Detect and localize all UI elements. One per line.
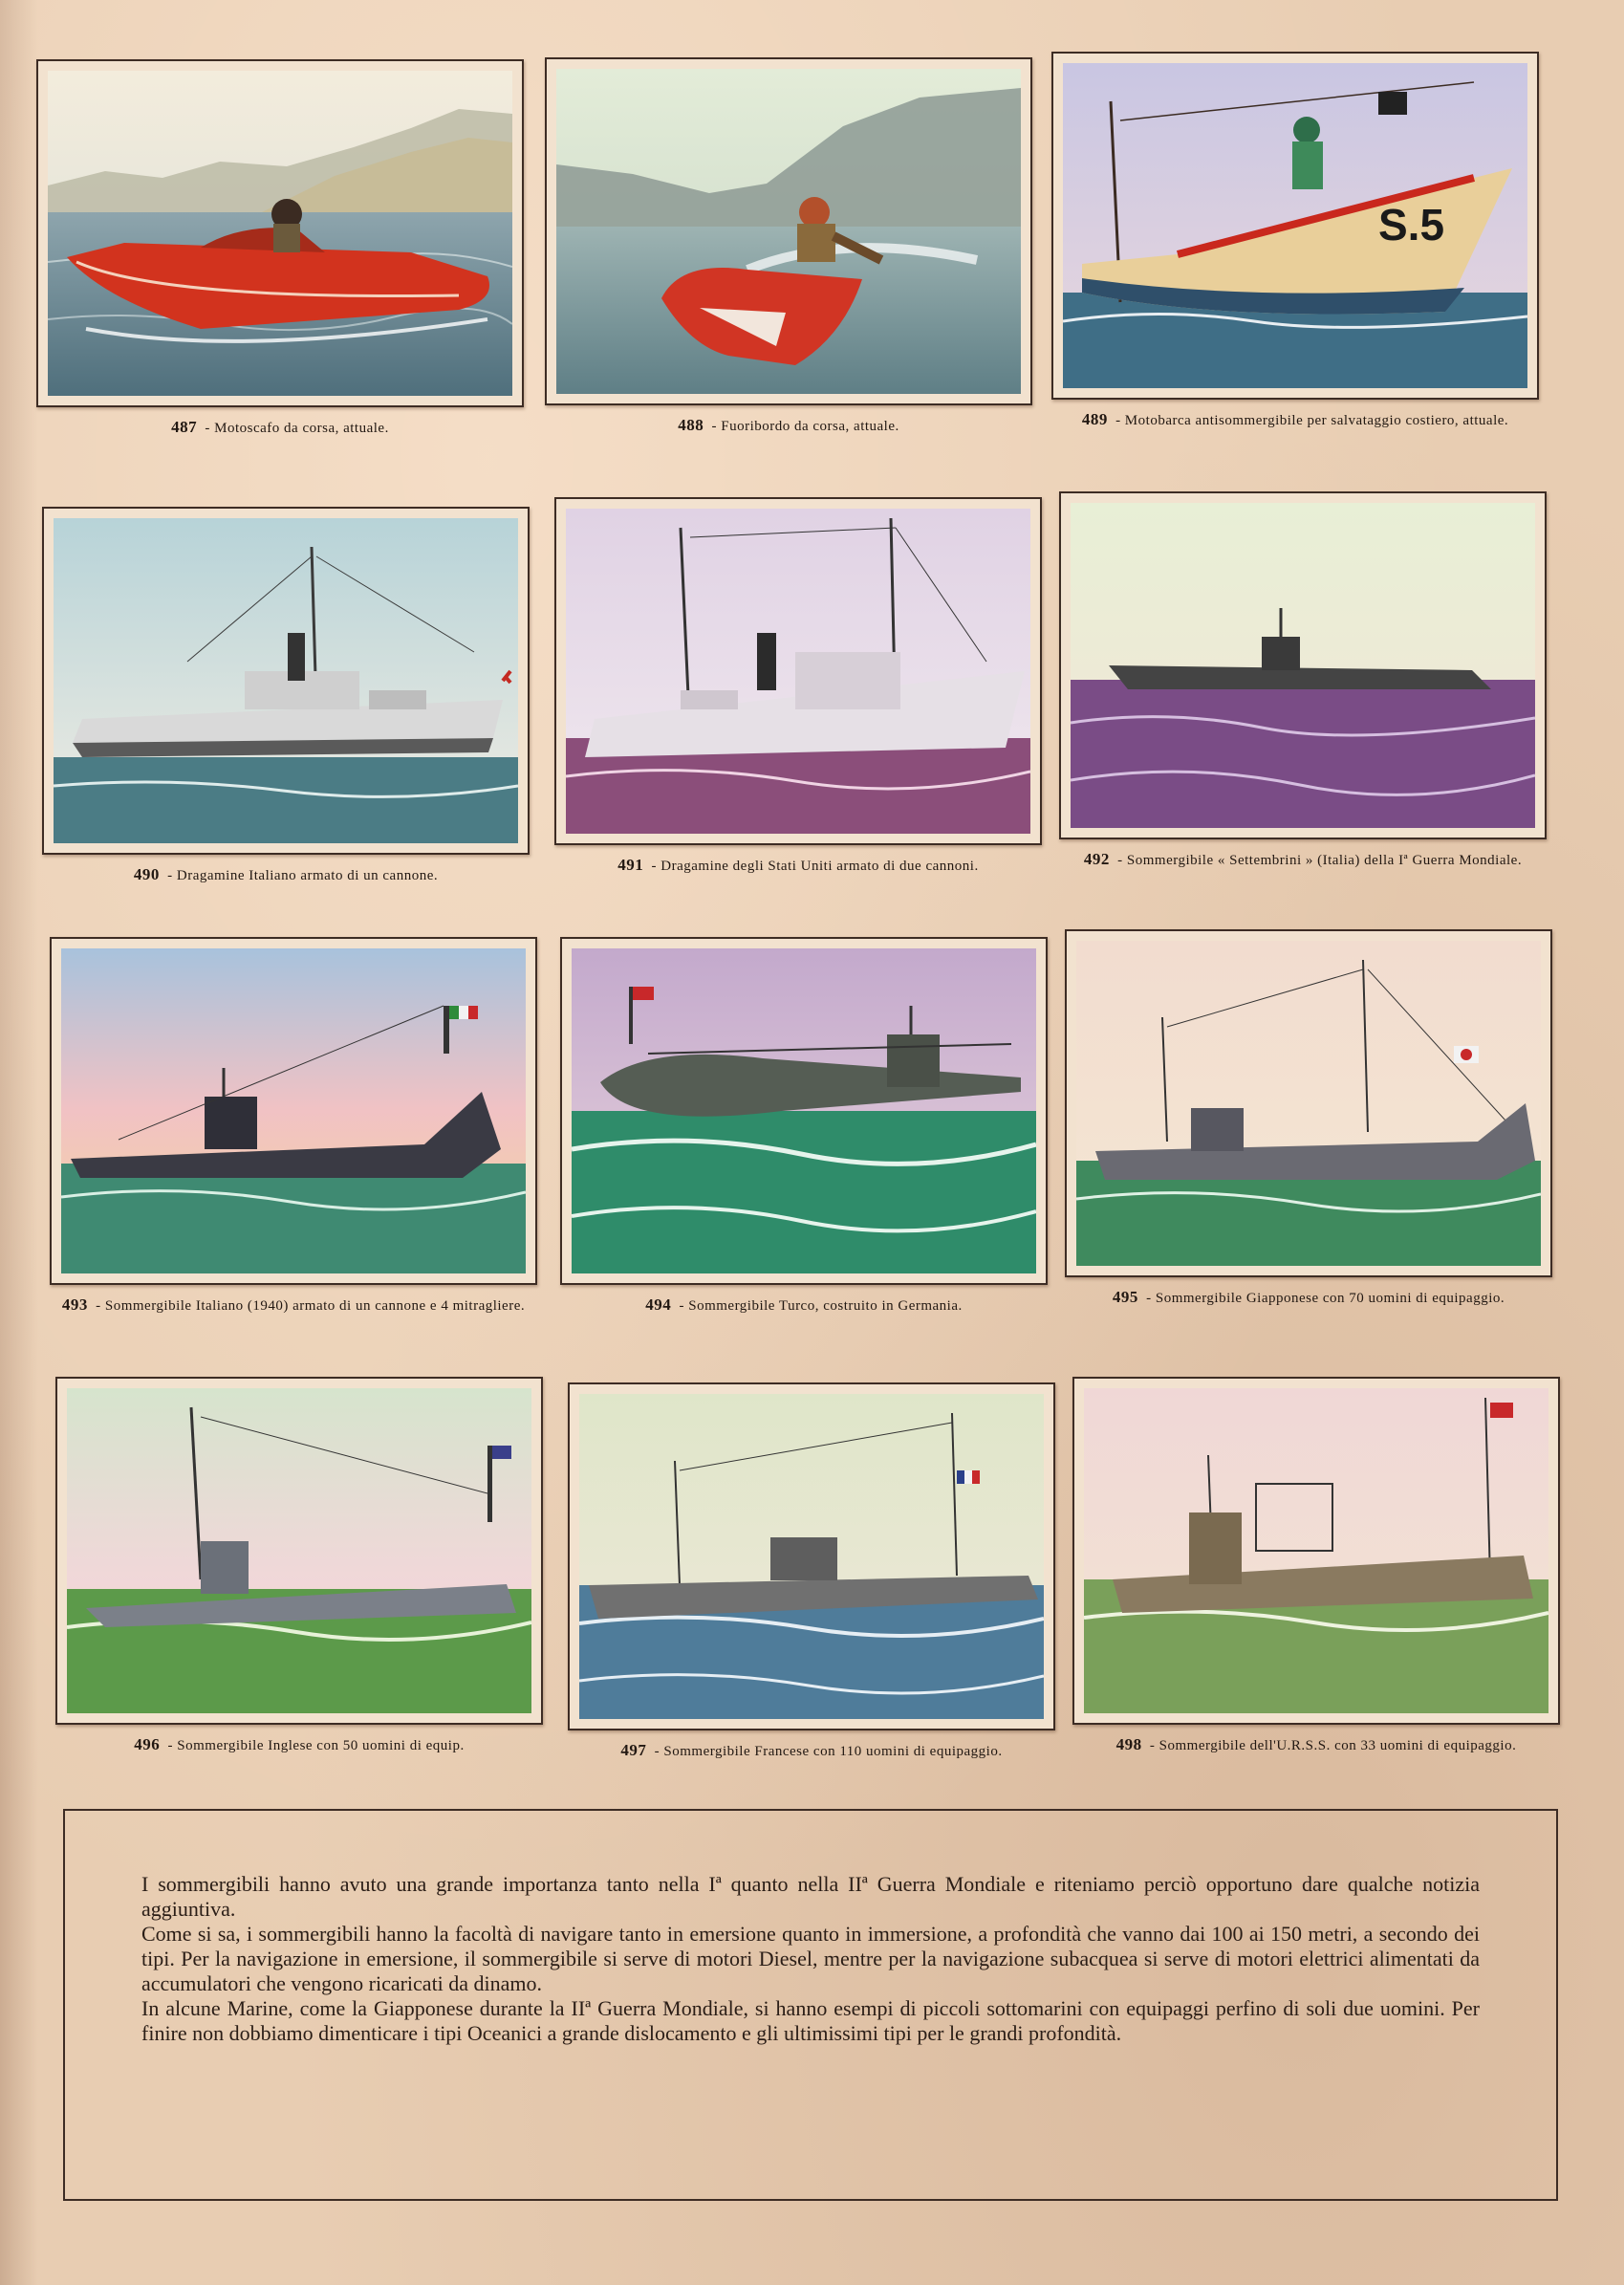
- card-frame: [560, 937, 1048, 1285]
- card-text: - Motobarca antisommergibile per salvataggio costiero, attuale.: [1115, 413, 1509, 428]
- submarine-japanese-illustration: [1076, 941, 1541, 1266]
- card-caption: [1065, 1289, 1552, 1307]
- racing-outboard-illustration: [556, 69, 1021, 394]
- info-text: [141, 1872, 1480, 2046]
- card-text: - Sommergibile Inglese con 50 uomini di equip.: [167, 1738, 465, 1753]
- submarine-ussr-illustration: [1084, 1388, 1548, 1713]
- card-frame: [1065, 929, 1552, 1277]
- info-box: [63, 1809, 1558, 2201]
- card-number: 491: [617, 856, 644, 874]
- submarine-icon: [1084, 1388, 1548, 1713]
- submarine-icon: [1071, 503, 1535, 828]
- card-frame: [42, 507, 530, 855]
- racing-outboard-icon: [556, 69, 1021, 394]
- coastal-rescue-boat-illustration: [1063, 63, 1527, 388]
- card-caption: [568, 1742, 1055, 1760]
- card-text: - Dragamine degli Stati Uniti armato di due cannoni.: [651, 859, 979, 874]
- card-caption: [1051, 411, 1539, 429]
- card-caption: [42, 866, 530, 884]
- card-number: 493: [61, 1295, 88, 1314]
- card-caption: [1072, 1736, 1560, 1754]
- card-frame: [568, 1382, 1055, 1730]
- submarine-icon: [1076, 941, 1541, 1266]
- minesweeper-us-illustration: [566, 509, 1030, 834]
- card-frame: [55, 1377, 543, 1725]
- card-frame: [1072, 1377, 1560, 1725]
- card-number: 494: [645, 1295, 672, 1314]
- card-number: 498: [1115, 1735, 1142, 1753]
- card-text: - Sommergibile dell'U.R.S.S. con 33 uomini di equipaggio.: [1149, 1738, 1517, 1753]
- card-frame: [545, 57, 1032, 405]
- submarine-settembrini-illustration: [1071, 503, 1535, 828]
- card-frame: [1059, 491, 1547, 839]
- card-number: 496: [134, 1735, 161, 1753]
- info-paragraph-1: I sommergibili hanno avuto una grande importanza tanto nella Iª quanto nella IIª Guerra Mondiale e riteniamo perciò opportuno dare qualche notizia aggiuntiva.: [141, 1872, 1480, 1921]
- card-text: - Sommergibile « Settembrini » (Italia) della Iª Guerra Mondiale.: [1117, 853, 1523, 868]
- minesweeper-italian-illustration: [54, 518, 518, 843]
- card-caption: [560, 1296, 1048, 1315]
- card-text: - Motoscafo da corsa, attuale.: [205, 421, 389, 436]
- card-number: 492: [1083, 850, 1110, 868]
- submarine-icon: [579, 1394, 1044, 1719]
- racing-motorboat-icon: [48, 71, 512, 396]
- card-caption: [55, 1736, 543, 1754]
- submarine-english-illustration: [67, 1388, 531, 1713]
- card-number: 495: [1112, 1288, 1138, 1306]
- card-text: - Sommergibile Italiano (1940) armato di un cannone e 4 mitragliere.: [96, 1298, 526, 1314]
- submarine-italian-1940-illustration: [61, 948, 526, 1273]
- card-text: - Sommergibile Francese con 110 uomini di equipaggio.: [654, 1744, 1003, 1759]
- card-frame: [36, 59, 524, 407]
- card-caption: [545, 417, 1032, 435]
- hull-mark: S.5: [1378, 200, 1445, 250]
- submarine-turkish-illustration: [572, 948, 1036, 1273]
- card-frame: [50, 937, 537, 1285]
- card-caption: [554, 857, 1042, 875]
- card-text: - Dragamine Italiano armato di un cannone.: [167, 868, 439, 883]
- racing-motorboat-illustration: [48, 71, 512, 396]
- card-text: - Sommergibile Giapponese con 70 uomini di equipaggio.: [1146, 1291, 1505, 1306]
- card-number: 490: [133, 865, 160, 883]
- minesweeper-ship-icon: [566, 509, 1030, 834]
- card-caption: [50, 1296, 537, 1315]
- coastal-rescue-boat-icon: [1063, 63, 1527, 388]
- card-number: 497: [620, 1741, 647, 1759]
- submarine-french-illustration: [579, 1394, 1044, 1719]
- card-number: 489: [1081, 410, 1108, 428]
- card-caption: [1059, 851, 1547, 869]
- card-frame: [554, 497, 1042, 845]
- card-text: - Fuoribordo da corsa, attuale.: [711, 419, 899, 434]
- card-caption: [36, 419, 524, 437]
- info-paragraph-2: Come si sa, i sommergibili hanno la facoltà di navigare tanto in emersione quanto in immersione, a profondità che vanno dai 100 ai 150 metri, a secondo dei tipi. Per la navigazione in emersione, il sommergibile si serve di motori Diesel, mentre per la navigazione subacquea si serve di motori elettrici alimentati da accumulatori che vengono ricaricati da dinamo.: [141, 1922, 1480, 1995]
- card-frame: [1051, 52, 1539, 400]
- card-text: - Sommergibile Turco, costruito in Germania.: [679, 1298, 963, 1314]
- submarine-icon: [572, 948, 1036, 1273]
- submarine-icon: [61, 948, 526, 1273]
- info-paragraph-3: In alcune Marine, come la Giapponese durante la IIª Guerra Mondiale, si hanno esempi di piccoli sottomarini con equipaggi perfino di soli due uomini. Per finire non dobbiamo dimenticare i tipi Oceanici a grande dislocamento e gli ultimissimi tipi per le grandi profondità.: [141, 1996, 1480, 2045]
- submarine-icon: [67, 1388, 531, 1713]
- minesweeper-ship-icon: [54, 518, 518, 843]
- card-number: 488: [678, 416, 704, 434]
- card-number: 487: [171, 418, 198, 436]
